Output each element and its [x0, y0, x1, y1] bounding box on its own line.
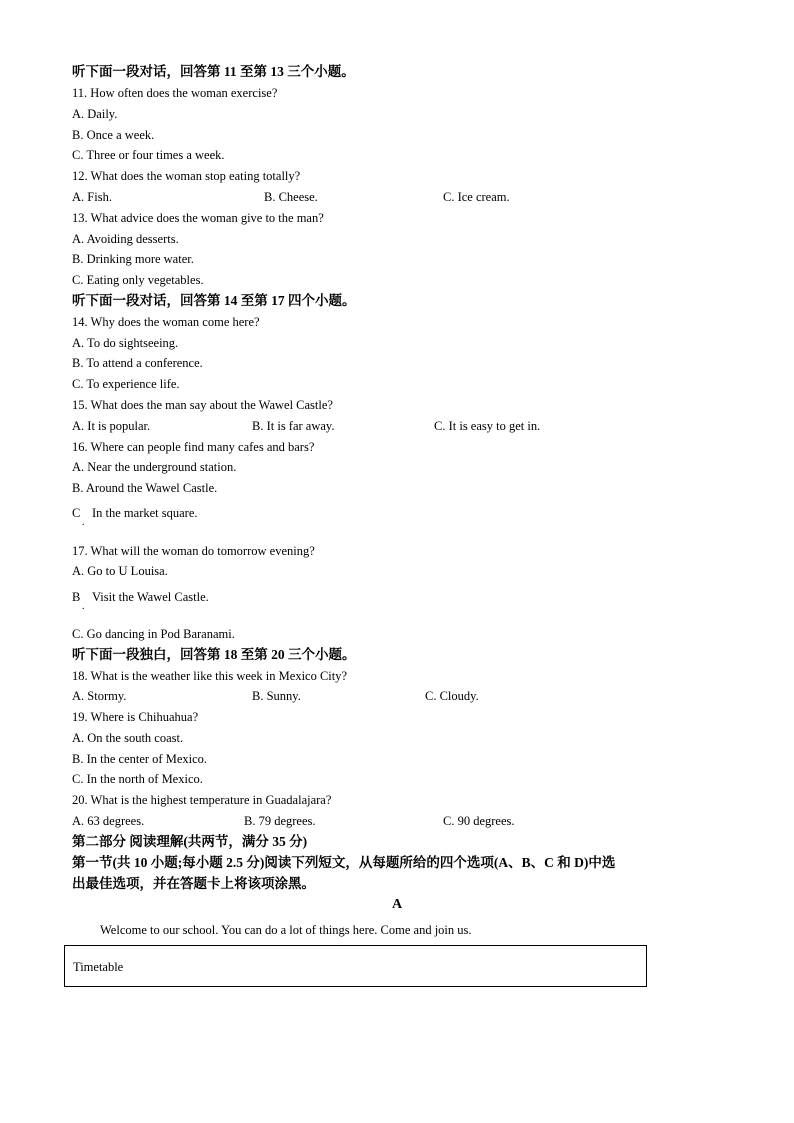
option-19-c: C. In the north of Mexico.: [72, 772, 203, 786]
option-14-b: B. To attend a conference.: [72, 356, 203, 370]
question-15: 15. What does the man say about the Wawel Castle?: [72, 398, 333, 412]
option-12-c: C. Ice cream.: [443, 190, 510, 204]
part2-title: 第二部分 阅读理解(共两节，满分 35 分): [72, 834, 308, 849]
option-12-a: A. Fish.: [72, 190, 112, 204]
option-11-a: A. Daily.: [72, 107, 118, 121]
option-11-b: B. Once a week.: [72, 128, 155, 142]
option-14-a: A. To do sightseeing.: [72, 336, 179, 350]
passage-letter: A: [391, 897, 403, 912]
option-15-a: A. It is popular.: [72, 419, 151, 433]
section-heading-11-13: 听下面一段对话，回答第 11 至第 13 三个小题。: [72, 64, 355, 79]
option-19-b: B. In the center of Mexico.: [72, 752, 208, 766]
question-14: 14. Why does the woman come here?: [72, 315, 260, 329]
option-13-a: A. Avoiding desserts.: [72, 232, 179, 246]
question-11: 11. How often does the woman exercise?: [72, 86, 278, 100]
option-16-a: A. Near the underground station.: [72, 460, 237, 474]
passage-intro: Welcome to our school. You can do a lot of things here. Come and join us.: [100, 923, 472, 937]
option-16-c-dot: .: [82, 517, 85, 528]
option-20-c: C. 90 degrees.: [443, 814, 515, 828]
section-heading-18-20: 听下面一段独白，回答第 18 至第 20 三个小题。: [72, 647, 356, 662]
part2-instruction-line1: 第一节(共 10 小题;每小题 2.5 分)阅读下列短文，从每题所给的四个选项(A、B、C 和 D)中选: [72, 855, 616, 870]
option-15-c: C. It is easy to get in.: [434, 419, 541, 433]
option-17-b-letter: B: [72, 590, 81, 604]
option-15-b: B. It is far away.: [252, 419, 335, 433]
option-16-b: B. Around the Wawel Castle.: [72, 481, 218, 495]
option-17-b-text: Visit the Wawel Castle.: [92, 590, 209, 604]
option-20-b: B. 79 degrees.: [244, 814, 316, 828]
part2-instruction-line2: 出最佳选项，并在答题卡上将该项涂黑。: [72, 876, 315, 891]
option-20-a: A. 63 degrees.: [72, 814, 145, 828]
option-17-c: C. Go dancing in Pod Baranami.: [72, 627, 235, 641]
option-12-b: B. Cheese.: [264, 190, 318, 204]
option-13-c: C. Eating only vegetables.: [72, 273, 204, 287]
option-11-c: C. Three or four times a week.: [72, 148, 225, 162]
option-19-a: A. On the south coast.: [72, 731, 184, 745]
option-16-c-text: In the market square.: [92, 506, 198, 520]
option-14-c: C. To experience life.: [72, 377, 180, 391]
question-13: 13. What advice does the woman give to the man?: [72, 211, 324, 225]
option-18-c: C. Cloudy.: [425, 689, 479, 703]
option-13-b: B. Drinking more water.: [72, 252, 194, 266]
question-16: 16. Where can people find many cafes and bars?: [72, 440, 315, 454]
option-17-b-dot: .: [82, 601, 85, 612]
option-16-c-letter: C: [72, 506, 81, 520]
option-18-b: B. Sunny.: [252, 689, 301, 703]
timetable-label: Timetable: [73, 960, 124, 974]
question-20: 20. What is the highest temperature in Guadalajara?: [72, 793, 332, 807]
section-heading-14-17: 听下面一段对话，回答第 14 至第 17 四个小题。: [72, 293, 356, 308]
option-18-a: A. Stormy.: [72, 689, 127, 703]
timetable-box: [64, 945, 647, 987]
question-12: 12. What does the woman stop eating totally?: [72, 169, 301, 183]
question-17: 17. What will the woman do tomorrow evening?: [72, 544, 315, 558]
question-19: 19. Where is Chihuahua?: [72, 710, 199, 724]
option-17-a: A. Go to U Louisa.: [72, 564, 168, 578]
question-18: 18. What is the weather like this week in Mexico City?: [72, 669, 348, 683]
